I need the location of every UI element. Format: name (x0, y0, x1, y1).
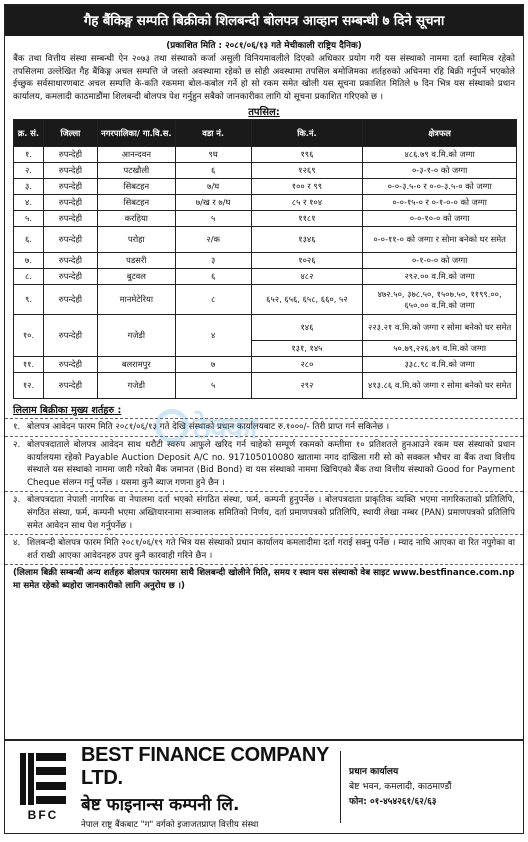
notice-page (4, 4, 524, 834)
company-license-note: नेपाल राष्ट्र बैंकबाट "ग" वर्गको इजाजतप्राप्त वित्तीय संस्था (81, 820, 259, 830)
table-row (14, 285, 517, 315)
cell-kitta: ११८१ (251, 211, 363, 227)
cell-area: ०-३-१-० को जग्गा (363, 163, 517, 179)
cell-kitta: १३४६ (251, 227, 363, 253)
additional-note: (लिलाम बिक्री सम्बन्धी अन्य शर्तहरु बोलपत्र फारममा साथै शिलबन्दी खोलीने मिति, समय र स्थान यस संस्थाको वेब साइट www.bestfinance.com.np मा समेत रहेको ब्यहोरा जानकारीको लागि अनुरोध छ ।) (5, 564, 523, 592)
cell-sn: ९. (14, 285, 44, 315)
cell-sn: ११. (14, 357, 44, 373)
cell-area: ५०.७९,२२६.७९ व.मि.को जग्गा (363, 341, 517, 357)
office-label: प्रधान कार्यालय (349, 766, 399, 777)
cell-area: ०-०-११-० को जग्गा र सोमा बनेको घर समेत (363, 227, 517, 253)
bfc-logo-icon (20, 753, 66, 805)
cell-ward: ९घ (175, 147, 251, 163)
term-item (5, 418, 523, 434)
cell-area: २२३.२१ व.मि.को जग्गा र सोमा बनेको घर समेत (363, 315, 517, 341)
cell-district: रुपन्देही (43, 211, 97, 227)
header-district: जिल्ला (43, 120, 97, 147)
company-name-nepali: बेष्ट फाइनान्स कम्पनी लि. (81, 795, 240, 815)
cell-municipality: पडसरी (97, 253, 175, 269)
header-ward: वडा नं. (175, 120, 251, 147)
header-municipality: नगरपालिका/ गा.वि.स. (97, 120, 175, 147)
cell-ward: ५ (175, 211, 251, 227)
cell-sn: ७. (14, 253, 44, 269)
company-logo (15, 753, 71, 822)
cell-district: रुपन्देही (43, 163, 97, 179)
term-item (5, 436, 523, 489)
cell-kitta: ४८२ (251, 269, 363, 285)
cell-ward: ७/ख र ७/घ (175, 195, 251, 211)
cell-ward: ५ (175, 373, 251, 399)
company-name-english: BEST FINANCE COMPANY LTD. (81, 744, 329, 789)
term-text: शिलबन्दी बोलपत्र फारम मिति २०८१/०६/१९ गते भित्र यस संस्थाको प्रधान कार्यालय कमलादीमा दर्ता गराई सक्नु पर्नेछ । म्याद नाघि आएका वा रित नपुगेका वा शर्त राखी आएका आवेदनहरु उपर कुनै कारवाही गरिने छैन । (27, 538, 515, 561)
table-row (14, 211, 517, 227)
cell-area: ४१३.८६ व.मि.को जग्गा र सोमा बनेको घर समेत (363, 373, 517, 399)
cell-district: रुपन्देही (43, 179, 97, 195)
table-row (14, 195, 517, 211)
cell-district: रुपन्देही (43, 373, 97, 399)
cell-municipality: सिबटहन (97, 195, 175, 211)
office-phone: फोन: ०१-४५४२६१/६२/६३ (349, 796, 437, 807)
cell-district: रुपन्देही (43, 147, 97, 163)
cell-sn: ५. (14, 211, 44, 227)
cell-municipality: बुटवल (97, 269, 175, 285)
header-kitta: कि.नं. (251, 120, 363, 147)
cell-municipality: सिबटहन (97, 179, 175, 195)
logo-text: BFC (27, 807, 59, 822)
cell-area: २९२.०० व.मि.को जग्गा (363, 269, 517, 285)
cell-ward: ८ (175, 285, 251, 315)
cell-kitta: २८० (251, 357, 363, 373)
cell-municipality: करहिया (97, 211, 175, 227)
footer (5, 739, 523, 833)
cell-kitta: १४६ (251, 315, 363, 341)
cell-sn: १०. (14, 315, 44, 357)
office-info (349, 765, 451, 810)
cell-sn: १. (14, 147, 44, 163)
cell-municipality: गजेडी (97, 373, 175, 399)
table-row (14, 357, 517, 373)
table-row (14, 269, 517, 285)
cell-ward: ७ (175, 357, 251, 373)
cell-kitta: २९२ (251, 373, 363, 399)
cell-sn: १२. (14, 373, 44, 399)
terms-heading: लिलाम बिक्रीका मुख्य शर्तहरु : (13, 405, 122, 417)
table-header-row (14, 120, 517, 147)
term-text: बोलपत्र आवेदन फारम मिति २०८१/०६/१३ गते देखि संस्थाको प्रधान कार्यालयबाट रु.१०००/- तिरी प्राप्त गर्न सकिनेछ । (27, 422, 390, 433)
cell-district: रुपन्देही (43, 357, 97, 373)
cell-area: ४८६.७९ व.मि.को जग्गा (363, 147, 517, 163)
term-number: ४. (13, 538, 21, 549)
property-table (13, 119, 517, 399)
cell-area: ०-१-०-० को जग्गा (363, 253, 517, 269)
cell-municipality: पटखौली (97, 163, 175, 179)
cell-ward: ६ (175, 163, 251, 179)
cell-district: रुपन्देही (43, 195, 97, 211)
term-number: ३. (13, 495, 21, 506)
cell-municipality: आनन्दवन (97, 147, 175, 163)
cell-district: रुपन्देही (43, 253, 97, 269)
term-number: १. (13, 422, 21, 433)
term-item (5, 534, 523, 562)
cell-district: रुपन्देही (43, 227, 97, 253)
cell-kitta: ८५ र १०४ (251, 195, 363, 211)
table-row (14, 315, 517, 341)
cell-sn: २. (14, 163, 44, 179)
cell-district: रुपन्देही (43, 315, 97, 357)
publication-date: (प्रकाशित मिति : २०८१/०६/१३ गते मेचीकाली राष्ट्रिय दैनिक) (166, 41, 362, 51)
table-row (14, 147, 517, 163)
cell-sn: ३. (14, 179, 44, 195)
cell-ward: ३ (175, 253, 251, 269)
table-row (14, 179, 517, 195)
cell-district: रुपन्देही (43, 269, 97, 285)
cell-area: ०-०-३.५-० र ०-०-३.५-० को जग्गा (363, 179, 517, 195)
cell-ward: २/क (175, 227, 251, 253)
cell-municipality: परोहा (97, 227, 175, 253)
table-row (14, 227, 517, 253)
cell-sn: ४. (14, 195, 44, 211)
term-item (5, 491, 523, 532)
office-address: बेष्ट भवन, कमलादी, काठमाण्डौं (349, 781, 452, 792)
company-block (81, 744, 336, 830)
cell-municipality: गजेडी (97, 315, 175, 357)
cell-kitta: १२६९ (251, 163, 363, 179)
term-text: बोलपत्रदाता नेपाली नागरिक वा नेपालमा दर्ता भएको संगठित संस्था, फर्म, कम्पनी हुनुपर्नेछ । बोलपत्रदाता प्राकृतिक व्यक्ति भएमा नागरिकताको प्रतिलिपि, संगठित संस्था, फर्म, कम्पनी भएमा अख्तियारनामा सञ्चालक समितिको निर्णय, दर्ता प्रमाणपत्रको प्रतिलिपि, स्थायी लेखा नम्बर (PAN) प्रमाणपत्रको प्रतिलिपि समेत आवेदन साथ पेश गर्नुपर्नेछ । (27, 495, 515, 531)
cell-kitta: १९६ (251, 147, 363, 163)
term-text: बोलपत्रदाताले बोलपत्र आवेदन साथ धरौटी स्वरुप आफुले खरिद गर्न चाहेको सम्पूर्ण रकमको कम्तीमा १० प्रतिशतले हुनआउने रकम यस संस्थाको प्रधान कार्यालयमा रहेको Payable Auction Deposit A/C no. 917105010080 खातामा नगद दाखिला गरी सो को सक्कल भौचर वा बैंक तथा वित्तीय संस्थाले यस संस्थाको नाममा जारी गरेको बैंक जमानत (Bid Bond) वा यस संस्थाको नाममा खिचिएको बैंक तथा वित्तीय संस्थाको Good for Payment Cheque संलग्न गर्नु पर्नेछ । यसमा कुनै ब्याज गणना हुने छैन । (27, 439, 515, 488)
cell-sn: ८. (14, 269, 44, 285)
term-number: २. (13, 439, 21, 450)
watermark-text: ठेक्का (193, 410, 258, 446)
table-row (14, 163, 517, 179)
cell-ward: ७/घ (175, 179, 251, 195)
cell-area: ०-०-१०-० को जग्गा (363, 211, 517, 227)
cell-ward: ४ (175, 315, 251, 357)
intro-paragraph: बैंक तथा वित्तीय संस्था सम्बन्धी ऐन २०७३ तथा संस्थाको कर्जा असुली विनियमावलीले दिएको अधिकार प्रयोग गरी यस संस्थाको नाममा दर्ता स्वामित्व रहेको तपसिलमा उल्लेखित गैह बैंकिङ्ग अचल सम्पत्ति जे जस्तो अवस्थामा रहेको छ सोही अवस्थामा तपसिल बमोजिमका शर्तहरुको अधिनमा रहि बिक्री गर्नुपर्ने भएकोले ईच्छुक सर्वसाधारणबाट अचल सम्पत्ति के-कति रकममा बोल-कबोल गर्ने हो सो रकम समेत खोली यस सूचना प्रकाशित मितिले ७ दिन भित्र यस संस्थाको प्रधान कार्यालय, कमलादी काठमाडौंमा शिलबन्दी बोलपत्र पेश गर्नुहुन सबैको जानकारीका लागि यो सूचना प्रकाशित गरिएको छ । (13, 54, 515, 102)
cell-kitta: १०० र ९९ (251, 179, 363, 195)
cell-sn: ६. (14, 227, 44, 253)
table-title: तपसिल: (248, 107, 280, 119)
cell-kitta: १०२६ (251, 253, 363, 269)
cell-ward: ६ (175, 269, 251, 285)
cell-municipality: बलरामपुर (97, 357, 175, 373)
cell-district: रुपन्देही (43, 285, 97, 315)
footer-divider (340, 751, 341, 823)
table-row (14, 373, 517, 399)
table-row (14, 253, 517, 269)
cell-area: ४७२.५०, ३७८.५०, १५०७.५०, ११९९.००, ६५०.०० व.मि.को जग्गा (363, 285, 517, 315)
cell-kitta: ६५२, ६५६, ६५८, ६६०, ५२ (251, 285, 363, 315)
cell-kitta: १३१, १४५ (251, 341, 363, 357)
cell-area: ०-०-१५-० र ०-१-०-० को जग्गा (363, 195, 517, 211)
cell-municipality: मानमेटेरिया (97, 285, 175, 315)
notice-headline: गैह बैंकिङ्ग सम्पति बिक्रीको शिलबन्दी बोलपत्र आव्हान सम्बन्धी ७ दिने सूचना (5, 5, 523, 36)
header-sn: क्र. सं. (14, 120, 44, 147)
header-area: क्षेत्रफल (363, 120, 517, 147)
cell-area: ३३८.९८ व.मि.को जग्गा (363, 357, 517, 373)
